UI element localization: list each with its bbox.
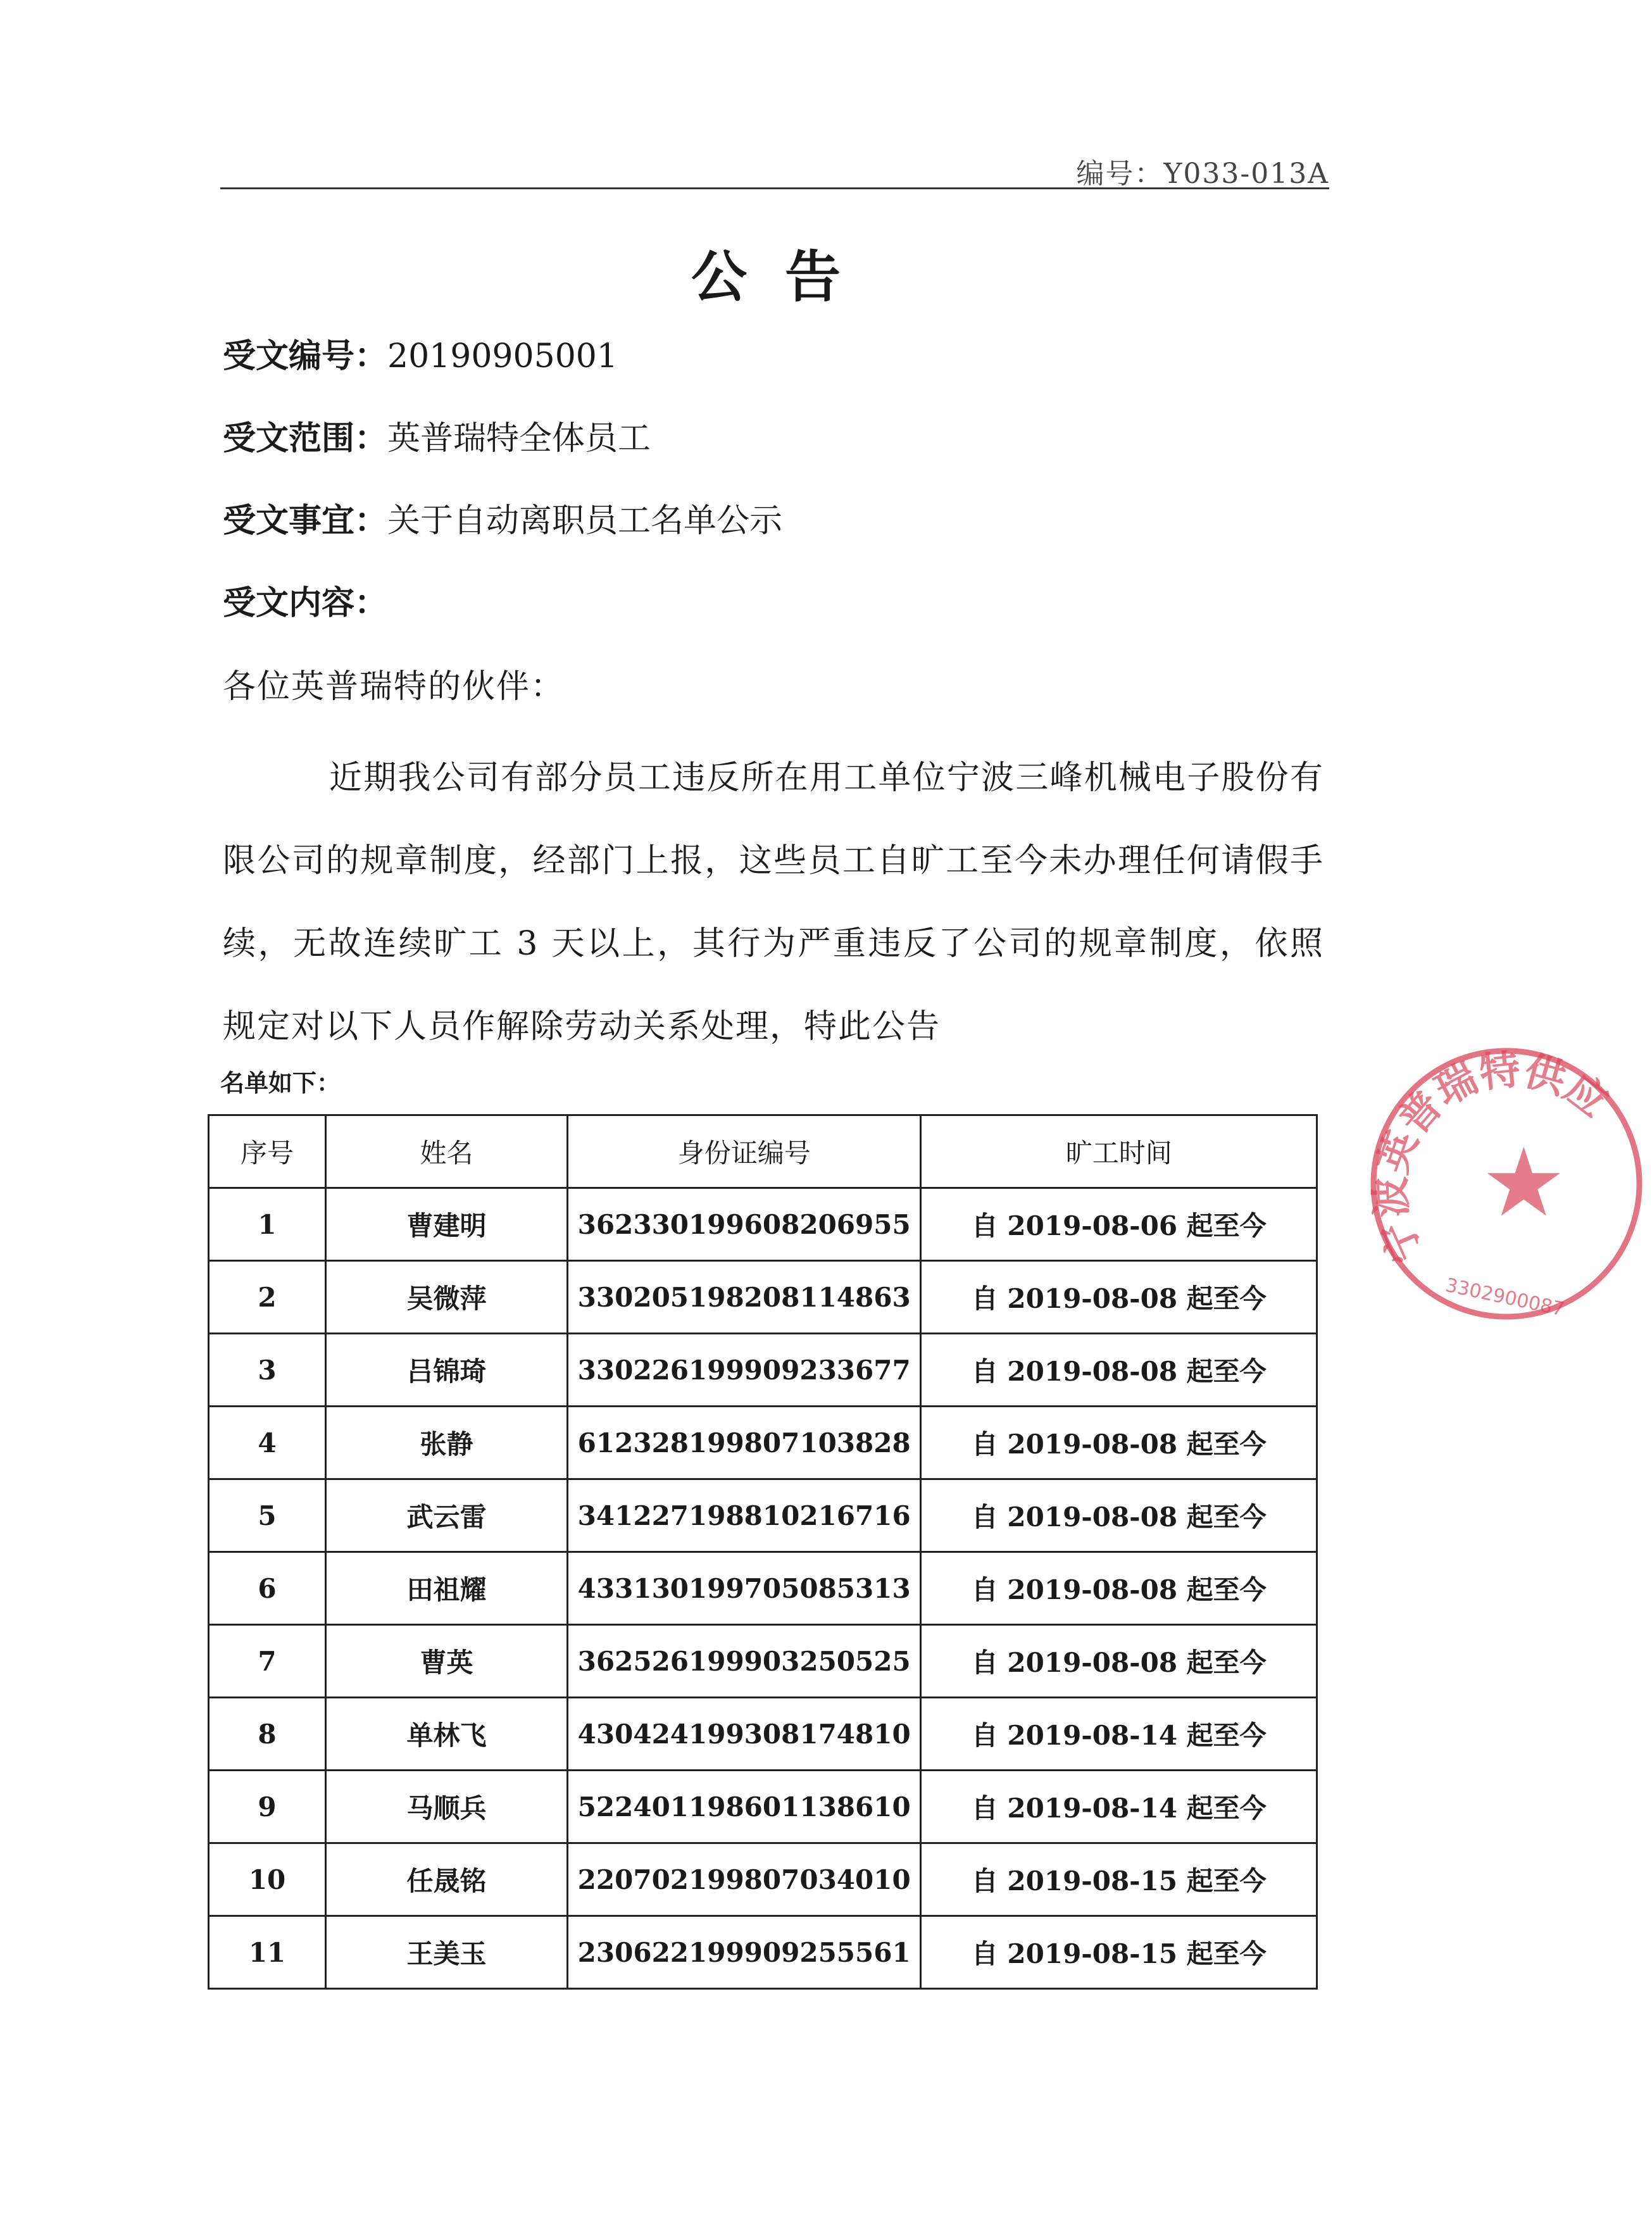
field-doc-id [223, 329, 618, 377]
field-scope [223, 411, 651, 459]
cell-id-number: 341227198810216716 [567, 1479, 921, 1552]
cell-absence-period: 自 2019-08-15 起至今 [921, 1843, 1317, 1916]
cell-name: 任晟铭 [326, 1843, 568, 1916]
field-label: 受文编号： [223, 337, 388, 375]
table-row [209, 1261, 1317, 1334]
cell-id-number: 430424199308174810 [567, 1698, 921, 1771]
cell-index: 1 [209, 1188, 326, 1261]
seal-star-icon: ★ [1481, 1128, 1567, 1238]
table-row [209, 1771, 1317, 1843]
table-row [209, 1843, 1317, 1916]
table-row [209, 1698, 1317, 1771]
cell-absence-period: 自 2019-08-08 起至今 [921, 1479, 1317, 1552]
cell-index: 5 [209, 1479, 326, 1552]
cell-index: 11 [209, 1916, 326, 1989]
cell-name: 吕锦琦 [326, 1334, 568, 1407]
cell-name: 曹英 [326, 1625, 568, 1698]
cell-index: 3 [209, 1334, 326, 1407]
cell-index: 2 [209, 1261, 326, 1334]
table-header-row [209, 1115, 1317, 1188]
field-content [223, 576, 387, 624]
cell-index: 7 [209, 1625, 326, 1698]
cell-index: 10 [209, 1843, 326, 1916]
seal-text: 宁波英普瑞特供应 [1367, 1046, 1617, 1270]
greeting: 各位英普瑞特的伙伴： [223, 668, 565, 706]
cell-absence-period: 自 2019-08-06 起至今 [921, 1188, 1317, 1261]
cell-absence-period: 自 2019-08-08 起至今 [921, 1334, 1317, 1407]
cell-name: 王美玉 [326, 1916, 568, 1989]
cell-id-number: 220702199807034010 [567, 1843, 921, 1916]
cell-index: 6 [209, 1552, 326, 1625]
cell-absence-period: 自 2019-08-14 起至今 [921, 1771, 1317, 1843]
cell-id-number: 330226199909233677 [567, 1334, 921, 1407]
document-number: 编号：Y033-013A [1076, 158, 1329, 190]
cell-id-number: 362330199608206955 [567, 1188, 921, 1261]
field-value: 关于自动离职员工名单公示 [387, 502, 783, 540]
cell-id-number: 433130199705085313 [567, 1552, 921, 1625]
field-label: 受文内容： [223, 584, 388, 622]
cell-index: 9 [209, 1771, 326, 1843]
list-heading: 名单如下： [220, 1069, 341, 1097]
table-row [209, 1334, 1317, 1407]
body-paragraph: 近期我公司有部分员工违反所在用工单位宁波三峰机械电子股份有限公司的规章制度，经部门上报，这些员工自旷工至今未办理任何请假手续，无故连续旷工 3 天以上，其行为严重违反了公司的规章制度，依照规定对以下人员作解除劳动关系处理，特此公告 [223, 759, 1324, 1046]
header-id-number: 身份证编号 [567, 1115, 921, 1188]
header-index: 序号 [209, 1115, 326, 1188]
cell-name: 武云雷 [326, 1479, 568, 1552]
cell-name: 马顺兵 [326, 1771, 568, 1843]
cell-id-number: 330205198208114863 [567, 1261, 921, 1334]
table-row [209, 1552, 1317, 1625]
table-row [209, 1188, 1317, 1261]
table-row [209, 1479, 1317, 1552]
cell-absence-period: 自 2019-08-08 起至今 [921, 1407, 1317, 1479]
cell-id-number: 230622199909255561 [567, 1916, 921, 1989]
header-absence-period: 旷工时间 [921, 1115, 1317, 1188]
field-value: 英普瑞特全体员工 [387, 420, 651, 458]
table-row [209, 1407, 1317, 1479]
cell-id-number: 612328199807103828 [567, 1407, 921, 1479]
page-title: 公告 [691, 244, 879, 310]
field-subject [223, 494, 782, 541]
table-row [209, 1916, 1317, 1989]
cell-id-number: 522401198601138610 [567, 1771, 921, 1843]
cell-absence-period: 自 2019-08-15 起至今 [921, 1916, 1317, 1989]
seal-number: 3302900087 [1443, 1274, 1567, 1321]
field-value: 20190905001 [387, 337, 618, 375]
cell-index: 4 [209, 1407, 326, 1479]
cell-name: 曹建明 [326, 1188, 568, 1261]
company-seal [1361, 1038, 1652, 1329]
staff-table [208, 1114, 1318, 1990]
cell-name: 吴微萍 [326, 1261, 568, 1334]
cell-name: 田祖耀 [326, 1552, 568, 1625]
cell-absence-period: 自 2019-08-14 起至今 [921, 1698, 1317, 1771]
field-label: 受文事宜： [223, 502, 388, 540]
cell-absence-period: 自 2019-08-08 起至今 [921, 1261, 1317, 1334]
table-row [209, 1625, 1317, 1698]
header-rule [220, 187, 1329, 189]
header-name: 姓名 [326, 1115, 568, 1188]
cell-name: 张静 [326, 1407, 568, 1479]
cell-absence-period: 自 2019-08-08 起至今 [921, 1552, 1317, 1625]
cell-id-number: 362526199903250525 [567, 1625, 921, 1698]
cell-index: 8 [209, 1698, 326, 1771]
cell-absence-period: 自 2019-08-08 起至今 [921, 1625, 1317, 1698]
cell-name: 单林飞 [326, 1698, 568, 1771]
field-label: 受文范围： [223, 420, 388, 458]
table-body [209, 1188, 1317, 1989]
